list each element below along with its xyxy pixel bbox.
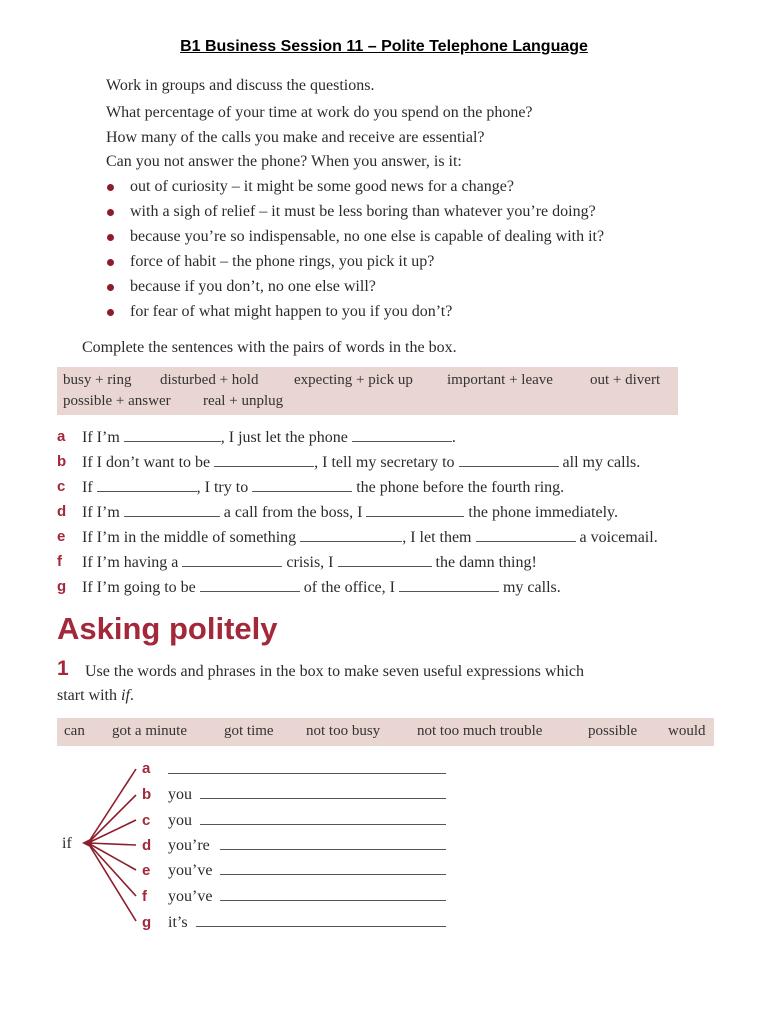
word-box-item: disturbed + hold <box>160 372 259 388</box>
word-box-item: busy + ring <box>63 372 132 388</box>
discussion-bullet: out of curiosity – it might be some good news for a change? <box>130 178 514 195</box>
word-box-item: not too much trouble <box>417 723 543 739</box>
sentence-letter: g <box>57 578 67 595</box>
answer-blank[interactable] <box>220 886 446 901</box>
sentence-text: If I’m going to be <box>82 579 196 596</box>
branch-letter: b <box>142 786 152 803</box>
sentence-text: , I tell my secretary to <box>314 454 455 471</box>
branch-word: you <box>168 812 192 829</box>
branch-word: you’ve <box>168 888 213 905</box>
discussion-intro-4: Can you not answer the phone? When you answer, is it: <box>106 153 462 170</box>
word-box-item: important + leave <box>447 372 553 388</box>
sentence-letter: d <box>57 503 67 520</box>
word-box-item: can <box>64 723 85 739</box>
branch-word: you <box>168 786 192 803</box>
sentence-text: of the office, I <box>303 579 395 596</box>
sentence-text: a call from the boss, I <box>223 504 363 521</box>
branch-root: if <box>62 835 72 852</box>
sentence-text: If I’m in the middle of something <box>82 529 297 546</box>
sentence-text: a voicemail. <box>579 529 658 546</box>
branch-letter: c <box>142 812 151 829</box>
word-box-item: expecting + pick up <box>294 372 413 388</box>
branch-line-d <box>88 843 136 845</box>
sentence-text: If <box>82 479 93 496</box>
sentence-text: crisis, I <box>286 554 334 571</box>
answer-blank[interactable] <box>168 759 446 774</box>
branch-word: it’s <box>168 914 188 931</box>
word-box-item: got time <box>224 723 274 739</box>
discussion-bullet: because you’re so indispensable, no one else is capable of dealing with it? <box>130 228 605 245</box>
word-box-item: possible + answer <box>63 393 171 409</box>
sentence-letter: a <box>57 428 66 445</box>
discussion-bullet: for fear of what might happen to you if you don’t? <box>130 303 453 320</box>
word-box-item: got a minute <box>112 723 187 739</box>
word-box-item: possible <box>588 723 638 739</box>
sentence-text: If I’m <box>82 504 120 521</box>
discussion-bullet: with a sigh of relief – it must be less boring than whatever you’re doing? <box>130 203 596 220</box>
sentence-text: If I’m <box>82 429 120 446</box>
exercise-number: 1 <box>57 657 69 680</box>
sentence-text: the phone before the fourth ring. <box>356 479 565 496</box>
sentence-letter: c <box>57 478 66 495</box>
answer-blank[interactable] <box>220 860 446 875</box>
branch-word: you’re <box>168 837 210 854</box>
section-heading: Asking politely <box>57 611 278 646</box>
sentence-text: , I try to <box>196 479 249 496</box>
branch-letter: f <box>142 888 147 905</box>
word-box-item: real + unplug <box>203 393 284 409</box>
sentence-text: my calls. <box>502 579 561 596</box>
arrow-icon <box>82 838 92 848</box>
exercise-1-instruction: Use the words and phrases in the box to make seven useful expressions which <box>85 663 584 680</box>
sentence-text: . <box>451 429 456 446</box>
instruction-emphasis: if <box>121 687 130 704</box>
page-title: B1 Business Session 11 – Polite Telephone Language <box>180 38 588 55</box>
discussion-intro-2: What percentage of your time at work do you spend on the phone? <box>106 104 533 121</box>
branch-letter: e <box>142 862 151 879</box>
discussion-intro-1: Work in groups and discuss the questions. <box>106 77 375 94</box>
exercise-a-instruction: Complete the sentences with the pairs of words in the box. <box>82 339 457 356</box>
discussion-intro-3: How many of the calls you make and receive are essential? <box>106 129 485 146</box>
answer-blank[interactable] <box>200 810 446 825</box>
branch-letter: a <box>142 760 151 777</box>
branch-line-g <box>88 843 136 921</box>
discussion-bullet: force of habit – the phone rings, you pick it up? <box>130 253 435 270</box>
branch-line-f <box>88 843 136 896</box>
sentence-text: the damn thing! <box>435 554 537 571</box>
branch-letter: d <box>142 837 152 854</box>
answer-blank[interactable] <box>220 835 446 850</box>
branch-line-e <box>88 843 136 870</box>
sentence-text: , I let them <box>402 529 472 546</box>
branch-word: you’ve <box>168 862 213 879</box>
sentence-text: the phone immediately. <box>468 504 618 521</box>
sentence-letter: b <box>57 453 67 470</box>
sentence-text: all my calls. <box>562 454 641 471</box>
instruction-text: start with <box>57 687 121 704</box>
instruction-text: . <box>129 687 134 704</box>
branch-letter: g <box>142 914 152 931</box>
answer-blank[interactable] <box>196 912 446 927</box>
word-box-item: not too busy <box>306 723 381 739</box>
word-box-item: would <box>668 723 706 739</box>
sentence-text: If I don’t want to be <box>82 454 211 471</box>
word-box-item: out + divert <box>590 372 661 388</box>
branch-line-b <box>88 795 136 843</box>
sentence-letter: f <box>57 553 62 570</box>
answer-blank[interactable] <box>200 784 446 799</box>
discussion-bullet: because if you don’t, no one else will? <box>130 278 376 295</box>
sentence-text: If I’m having a <box>82 554 179 571</box>
sentence-letter: e <box>57 528 66 545</box>
sentence-text: , I just let the phone <box>220 429 348 446</box>
